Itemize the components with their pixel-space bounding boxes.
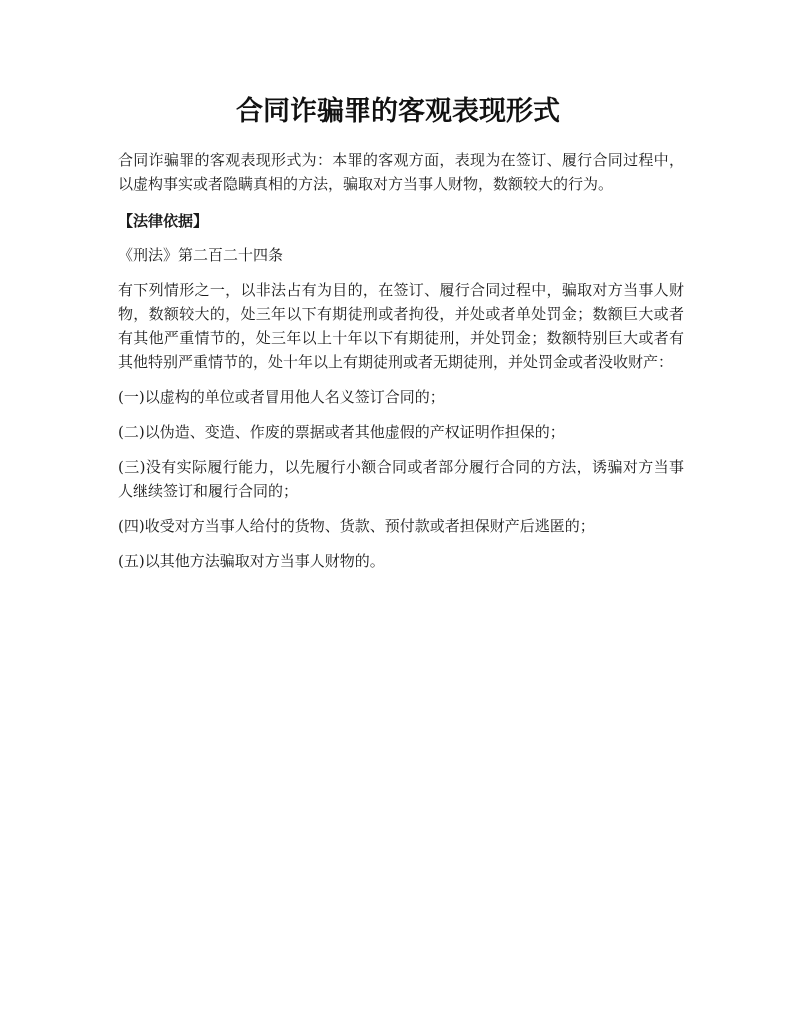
document-body — [118, 148, 684, 573]
article-body: 有下列情形之一，以非法占有为目的，在签订、履行合同过程中，骗取对方当事人财物，数额较大的，处三年以下有期徒刑或者拘役，并处或者单处罚金；数额巨大或者有其他严重情节的，处三年以上十年以下有期徒刑，并处罚金；数额特别巨大或者有其他特别严重情节的，处十年以上有期徒刑或者无期徒刑，并处罚金或者没收财产： — [118, 281, 684, 371]
list-item: (四)收受对方当事人给付的货物、货款、预付款或者担保财产后逃匿的； — [118, 517, 595, 535]
document-title: 合同诈骗罪的客观表现形式 — [236, 96, 560, 127]
list-item: (一)以虚构的单位或者冒用他人名义签订合同的； — [118, 388, 445, 406]
list-item: (三)没有实际履行能力，以先履行小额合同或者部分履行合同的方法，诱骗对方当事人继续签订和履行合同的； — [118, 458, 684, 500]
list-item: (二)以伪造、变造、作废的票据或者其他虚假的产权证明作担保的； — [118, 423, 565, 441]
intro-paragraph: 合同诈骗罪的客观表现形式为：本罪的客观方面，表现为在签订、履行合同过程中，以虚构事实或者隐瞒真相的方法，骗取对方当事人财物，数额较大的行为。 — [118, 151, 684, 193]
list-item: (五)以其他方法骗取对方当事人财物的。 — [118, 552, 385, 570]
article-reference: 《刑法》第二百二十四条 — [118, 246, 284, 264]
legal-basis-heading: 【法律依据】 — [118, 212, 209, 230]
